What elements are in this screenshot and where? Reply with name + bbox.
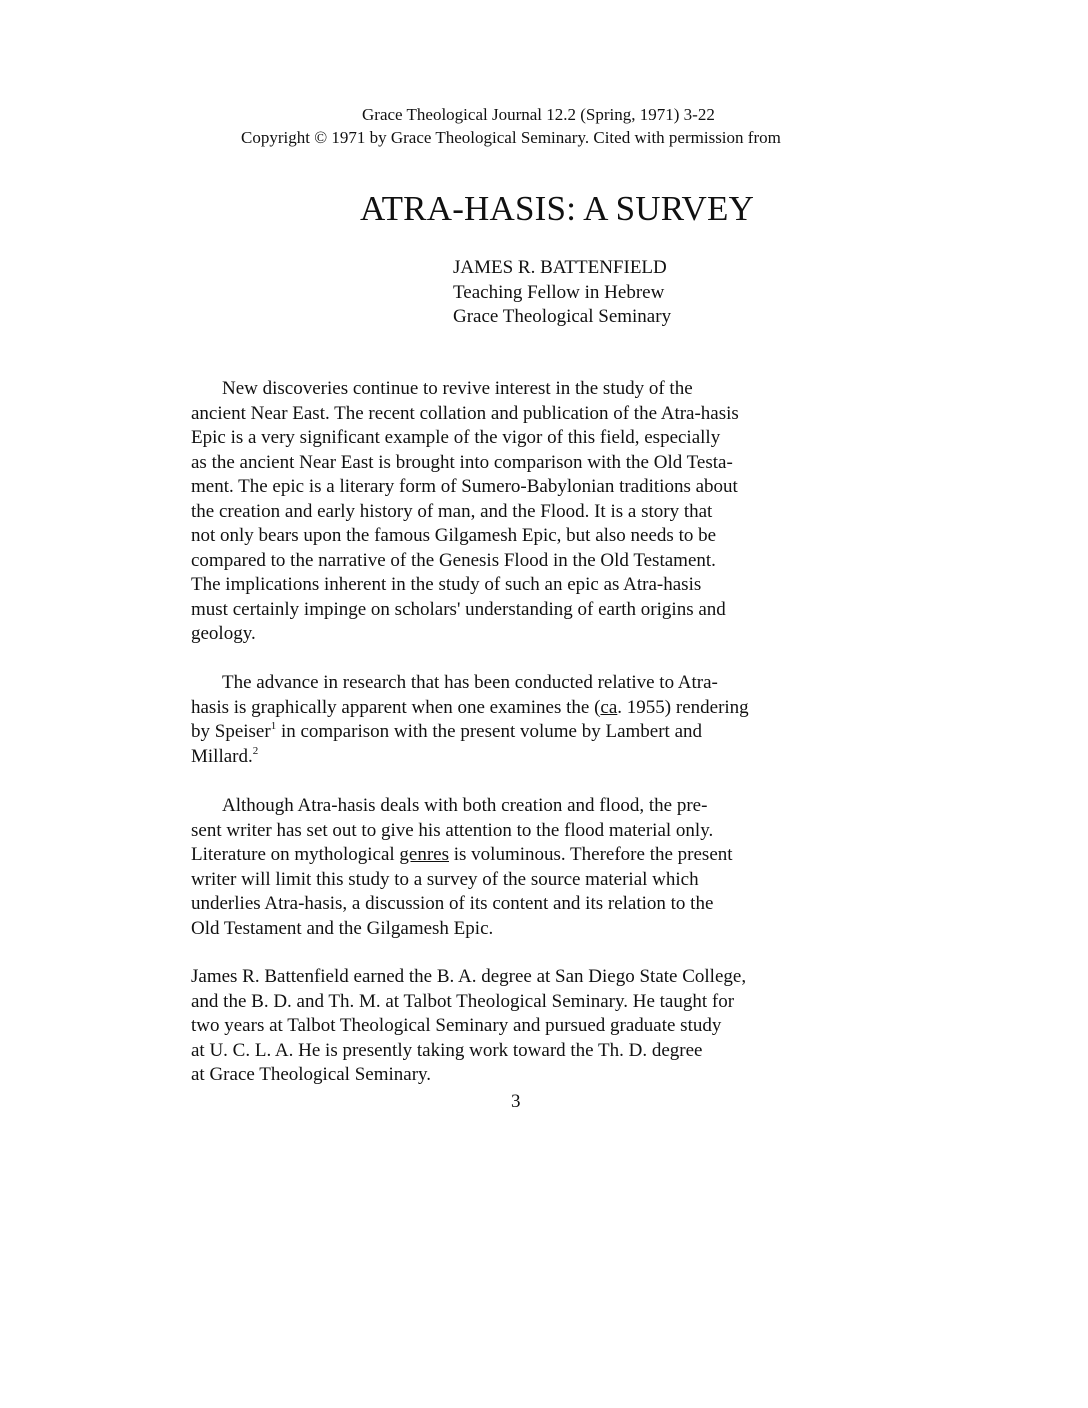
text-fragment: . 1955) rendering — [617, 696, 749, 718]
text-line: writer will limit this study to a survey of the source material which — [191, 868, 699, 890]
author-institution: Grace Theological Seminary — [453, 306, 672, 327]
text-line: Although Atra-hasis deals with both creation and flood, the pre- — [222, 795, 708, 816]
text-line: the creation and early history of man, and the Flood. It is a story that — [191, 500, 713, 522]
text-fragment: by Speiser — [191, 721, 271, 742]
footnote-ref-2[interactable]: 2 — [252, 744, 259, 757]
text-fragment: is voluminous. Therefore the present — [449, 844, 733, 865]
text-fragment: Millard. — [191, 745, 253, 767]
text-line — [191, 720, 831, 745]
paragraph-intro — [191, 377, 831, 647]
text-line: two years at Talbot Theological Seminary and pursued graduate study — [191, 1015, 722, 1036]
text-line — [191, 843, 831, 868]
text-line: not only bears upon the famous Gilgamesh Epic, but also needs to be — [191, 525, 717, 546]
text-fragment: Literature on mythological — [191, 844, 400, 865]
footnote-ref-1[interactable]: 1 — [270, 720, 277, 732]
abbreviation-circa: ca — [600, 696, 618, 718]
text-line: at Grace Theological Seminary. — [191, 1064, 432, 1085]
text-line — [191, 745, 831, 770]
text-line: ment. The epic is a literary form of Sumero-Babylonian traditions about — [191, 476, 738, 497]
copyright-notice: Copyright © 1971 by Grace Theological Seminary. Cited with permission from — [241, 128, 781, 147]
paragraph-scope — [191, 794, 831, 941]
text-line: James R. Battenfield earned the B. A. degree at San Diego State College, — [191, 966, 747, 987]
author-block — [453, 256, 671, 330]
text-line — [191, 696, 831, 721]
text-fragment: in comparison with the present volume by Lambert and — [276, 721, 702, 742]
text-line: Epic is a very significant example of the vigor of this field, especially — [191, 427, 721, 448]
text-line: The advance in research that has been conducted relative to Atra- — [222, 672, 718, 693]
page-number: 3 — [511, 1091, 521, 1112]
author-position: Teaching Fellow in Hebrew — [453, 281, 665, 303]
text-line: ancient Near East. The recent collation and publication of the Atra-hasis — [191, 402, 739, 424]
text-line: sent writer has set out to give his attention to the flood material only. — [191, 819, 714, 841]
text-line: The implications inherent in the study of such an epic as Atra-hasis — [191, 574, 702, 595]
term-genres: genres — [399, 844, 449, 865]
text-line: New discoveries continue to revive interest in the study of the — [222, 378, 693, 399]
text-line: must certainly impinge on scholars' understanding of earth origins and — [191, 598, 726, 620]
text-line: and the B. D. and Th. M. at Talbot Theological Seminary. He taught for — [191, 990, 735, 1012]
text-line: Old Testament and the Gilgamesh Epic. — [191, 917, 494, 939]
text-fragment: hasis is graphically apparent when one examines the ( — [191, 696, 601, 718]
text-line: at U. C. L. A. He is presently taking work toward the Th. D. degree — [191, 1039, 703, 1061]
author-bio — [191, 965, 831, 1088]
article-title: ATRA-HASIS: A SURVEY — [360, 189, 755, 228]
paragraph-research — [191, 671, 831, 769]
author-name: JAMES R. BATTENFIELD — [453, 257, 667, 278]
text-line: geology. — [191, 623, 256, 644]
journal-citation: Grace Theological Journal 12.2 (Spring, 1971) 3-22 — [362, 105, 715, 124]
text-line: compared to the narrative of the Genesis Flood in the Old Testament. — [191, 549, 716, 571]
text-line: as the ancient Near East is brought into comparison with the Old Testa- — [191, 451, 733, 473]
text-line: underlies Atra-hasis, a discussion of its content and its relation to the — [191, 893, 714, 914]
